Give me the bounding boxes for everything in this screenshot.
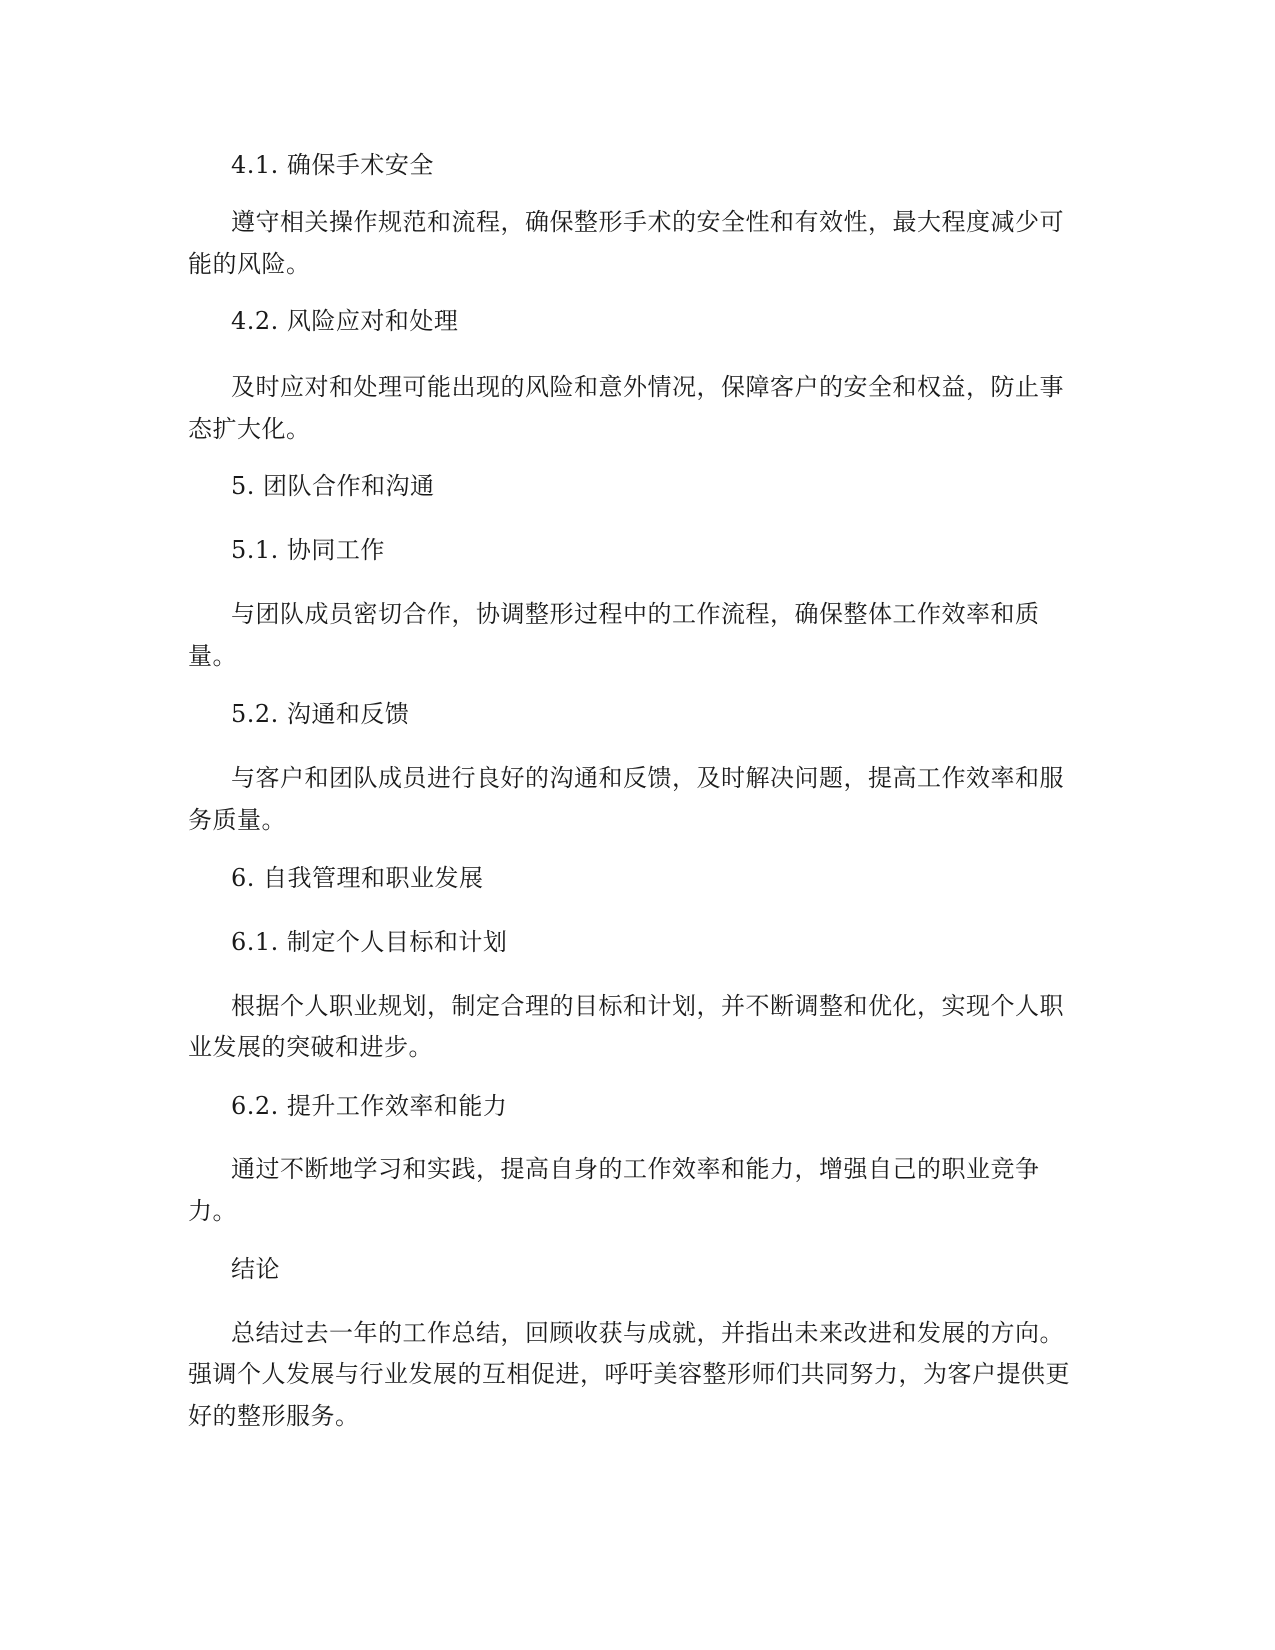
paragraph-line: 强调个人发展与行业发展的互相促进，呼吁美容整形师们共同努力，为客户提供更 — [188, 1360, 1070, 1388]
heading-5-2: 5.2. 沟通和反馈 — [231, 700, 410, 728]
heading-5: 5. 团队合作和沟通 — [231, 472, 435, 500]
heading-conclusion: 结论 — [231, 1255, 280, 1283]
paragraph-line: 能的风险。 — [188, 250, 311, 278]
paragraph-line: 通过不断地学习和实践，提高自身的工作效率和能力，增强自己的职业竞争 — [231, 1155, 1040, 1183]
heading-6-2: 6.2. 提升工作效率和能力 — [231, 1092, 508, 1120]
paragraph-line: 与团队成员密切合作，协调整形过程中的工作流程，确保整体工作效率和质 — [231, 600, 1040, 628]
paragraph-line: 及时应对和处理可能出现的风险和意外情况，保障客户的安全和权益，防止事 — [231, 373, 1064, 401]
paragraph-line: 总结过去一年的工作总结，回顾收获与成就，并指出未来改进和发展的方向。 — [231, 1319, 1064, 1347]
heading-5-1: 5.1. 协同工作 — [231, 536, 385, 564]
heading-6-1: 6.1. 制定个人目标和计划 — [231, 928, 508, 956]
paragraph-line: 根据个人职业规划，制定合理的目标和计划，并不断调整和优化，实现个人职 — [231, 992, 1064, 1020]
paragraph-line: 务质量。 — [188, 806, 286, 834]
paragraph-line: 好的整形服务。 — [188, 1402, 360, 1430]
paragraph-line: 业发展的突破和进步。 — [188, 1033, 433, 1061]
paragraph-line: 与客户和团队成员进行良好的沟通和反馈，及时解决问题，提高工作效率和服 — [231, 764, 1064, 792]
heading-4-2: 4.2. 风险应对和处理 — [231, 307, 459, 335]
paragraph-line: 态扩大化。 — [188, 415, 311, 443]
heading-6: 6. 自我管理和职业发展 — [231, 864, 484, 892]
heading-4-1: 4.1. 确保手术安全 — [231, 151, 434, 179]
paragraph-line: 遵守相关操作规范和流程，确保整形手术的安全性和有效性，最大程度减少可 — [231, 208, 1064, 236]
paragraph-line: 力。 — [188, 1197, 237, 1225]
paragraph-line: 量。 — [188, 642, 237, 670]
